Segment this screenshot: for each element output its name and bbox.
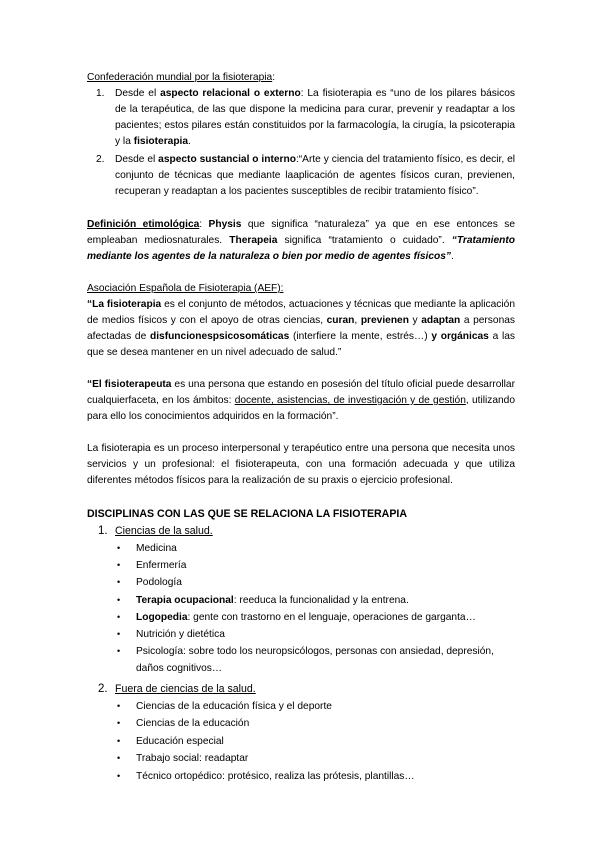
- list-item: 2. Desde el aspecto sustancial o interno:“Arte y ciencia del tratamiento físico, es decir, el conjunto de técnicas que mediante laaplicación de agentes físicos curan, previenen, recuperan y readaptan a los pacientes susceptibles de recibir tratamiento físico”.: [96, 154, 515, 197]
- list-item: • Terapia ocupacional: reeduca la funcionalidad y la entrena.: [117, 594, 409, 606]
- section-title-confederation: Confederación mundial por la fisioterapia:: [87, 72, 276, 83]
- discipline-group: [87, 680, 515, 786]
- group-title: 1. Ciencias de la salud.: [98, 525, 213, 537]
- list-item: • Logopedia: gente con trastorno en el lenguaje, operaciones de garganta…: [117, 611, 476, 623]
- outside-health-sciences-list: [87, 698, 515, 786]
- discipline-group: [87, 522, 515, 678]
- aef-paragraph: “La fisioterapia es el conjunto de métodos, actuaciones y técnicas que mediante la aplicación de medios físicos y con el apoyo de otras ciencias, curan, previenen y adaptan a personas afectadas de disfuncionespsicosomáticas (interfiere la mente, estrés…) y orgánicas a las que se desea mantener en un nivel adecuado de salud.”: [87, 299, 516, 358]
- list-item: • Educación especial: [117, 735, 224, 747]
- list-item: • Nutrición y dietética: [117, 629, 225, 641]
- list-item: • Ciencias de la educación: [117, 718, 250, 730]
- group-title: 2. Fuera de ciencias de la salud.: [98, 682, 256, 695]
- disciplines-heading: DISCIPLINAS CON LAS QUE SE RELACIONA LA FISIOTERAPIA: [87, 508, 407, 520]
- list-item: • Podología: [117, 577, 182, 589]
- list-item: • Psicología: sobre todo los neuropsicólogos, personas con ansiedad, depresión, daños cognitivos…: [117, 646, 494, 675]
- list-item: • Ciencias de la educación física y el deporte: [117, 700, 332, 712]
- definition-paragraph: Definición etimológica: Physis que significa “naturaleza” ya que en ese entonces se empleaban mediosnaturales. Therapeia significa “tratamiento o cuidado”. “Tratamiento mediante los agentes de la naturaleza o bien por medio de agentes físicos”.: [87, 219, 515, 262]
- document-page: [87, 70, 515, 786]
- process-paragraph: La fisioterapia es un proceso interpersonal y terapéutico entre una persona que necesita unos servicios y un profesional: el fisioterapeuta, con una formación adecuada y que utiliza diferentes métodos físicos para la realización de su praxis o ejercicio profesional.: [87, 443, 515, 486]
- list-item: • Enfermería: [117, 560, 187, 572]
- disciplines-list: [87, 522, 515, 786]
- list-item: • Trabajo social: readaptar: [117, 753, 249, 765]
- confederation-list: [87, 86, 515, 200]
- list-item: • Técnico ortopédico: protésico, realiza las prótesis, plantillas…: [117, 771, 415, 782]
- list-item: • Medicina: [117, 543, 177, 554]
- health-sciences-list: [87, 540, 515, 678]
- list-item: 1. Desde el aspecto relacional o externo: La fisioterapia es “uno de los pilares básicos de la terapéutica, de las que dispone la medicina para curar, prevenir y readaptar a los pacientes; estos pilares están constituidos por la farmacología, la cirugía, la psicoterapia y la fisioterapia.: [96, 88, 515, 147]
- section-title-aef: Asociación Española de Fisioterapia (AEF):: [87, 283, 284, 294]
- physiotherapist-paragraph: “El fisioterapeuta es una persona que estando en posesión del título oficial puede desarrollar cualquierfaceta, en los ámbitos: docente, asistencias, de investigación y de gestión, utilizando para ello los conocimientos adquiridos en la formación”.: [87, 379, 515, 422]
